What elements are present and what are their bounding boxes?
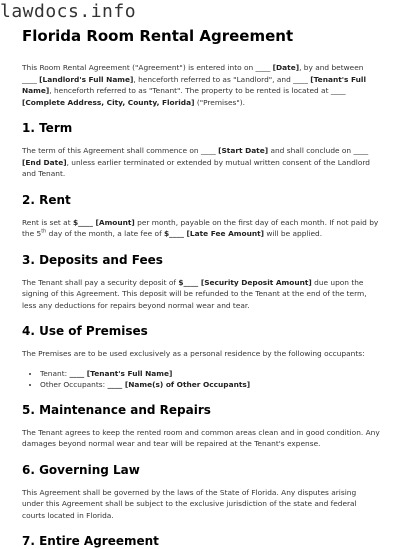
section-heading-term: 1. Term [22, 121, 73, 135]
date-placeholder: [Date] [272, 63, 300, 72]
section-text-maintenance: The Tenant agrees to keep the rented room and common areas clean and in good condition. Any damages beyond normal wear and tear will be repaired at the Tenant's expense. [22, 427, 380, 448]
rent-amount-placeholder: $____ [Amount] [72, 217, 135, 227]
section-heading-law: 6. Governing Law [22, 462, 140, 477]
section-heading-use: 4. Use of Premises [22, 324, 148, 338]
tenant-name-placeholder: [Tenant's Full Name] [22, 74, 366, 95]
late-fee-placeholder: $____ [Late Fee Amount] [164, 229, 264, 238]
start-date-placeholder: [Start Date] [218, 146, 269, 155]
section-text-use: The Premises are to be used exclusively as a personal residence by the following occupants: [22, 349, 365, 358]
section-heading-rent: 2. Rent [22, 192, 71, 207]
section-text-law: This Agreement shall be governed by the laws of the State of Florida. Any disputes arising under this Agreement shall be subject to the exclusive jurisdiction of the state and federal courts located in Florida. [22, 487, 357, 520]
section-heading-deposits: 3. Deposits and Fees [22, 252, 163, 267]
list-item: • Other Occupants: ____ [Name(s) of Other Occupants] [40, 379, 380, 390]
occupants-placeholder: ____ [Name(s) of Other Occupants] [107, 379, 251, 389]
address-placeholder: [Complete Address, City, County, Florida] [22, 97, 195, 107]
site-logo: lawdocs.info [0, 1, 137, 22]
tenant-name-placeholder: ____ [Tenant's Full Name] [69, 368, 173, 378]
list-item: • Tenant: ____ [Tenant's Full Name] [40, 368, 380, 379]
document-title: Florida Room Rental Agreement [22, 27, 294, 45]
section-heading-maintenance: 5. Maintenance and Repairs [22, 402, 211, 417]
intro-paragraph: This Room Rental Agreement ("Agreement") is entered into on ____ [Date], by and between ____ [Landlord's Full Name], henceforth referred to as "Landlord", and ____ [Tenant's Full Name], henceforth referred to as "Tenant". The property to be rented is located at ____ [Complete Address, City, County, Florida] ("Premises"). [22, 63, 366, 107]
section-text-term: The term of this Agreement shall commence on ____ [Start Date] and shall conclude on ____ [End Date], unless earlier terminated or extended by mutual written consent of the Landlord and Tenant. [22, 146, 370, 178]
section-text-deposits: The Tenant shall pay a security deposit of $____ [Security Deposit Amount] due upon the signing of this Agreement. This deposit will be refunded to the Tenant at the end of the term, less any deductions for repairs beyond normal wear and tear. [22, 277, 367, 310]
occupants-list [22, 368, 380, 390]
end-date-placeholder: [End Date] [22, 157, 67, 167]
section-heading-entire: 7. Entire Agreement [22, 534, 159, 548]
ordinal-suffix: th [41, 228, 47, 235]
landlord-name-placeholder: [Landlord's Full Name] [39, 74, 134, 84]
deposit-amount-placeholder: $____ [Security Deposit Amount] [178, 277, 312, 287]
section-text-rent: Rent is set at $____ [Amount] per month, payable on the first day of each month. If not paid by the 5th day of the month, a late fee of $____ [Late Fee Amount] will be applied. [22, 217, 379, 238]
